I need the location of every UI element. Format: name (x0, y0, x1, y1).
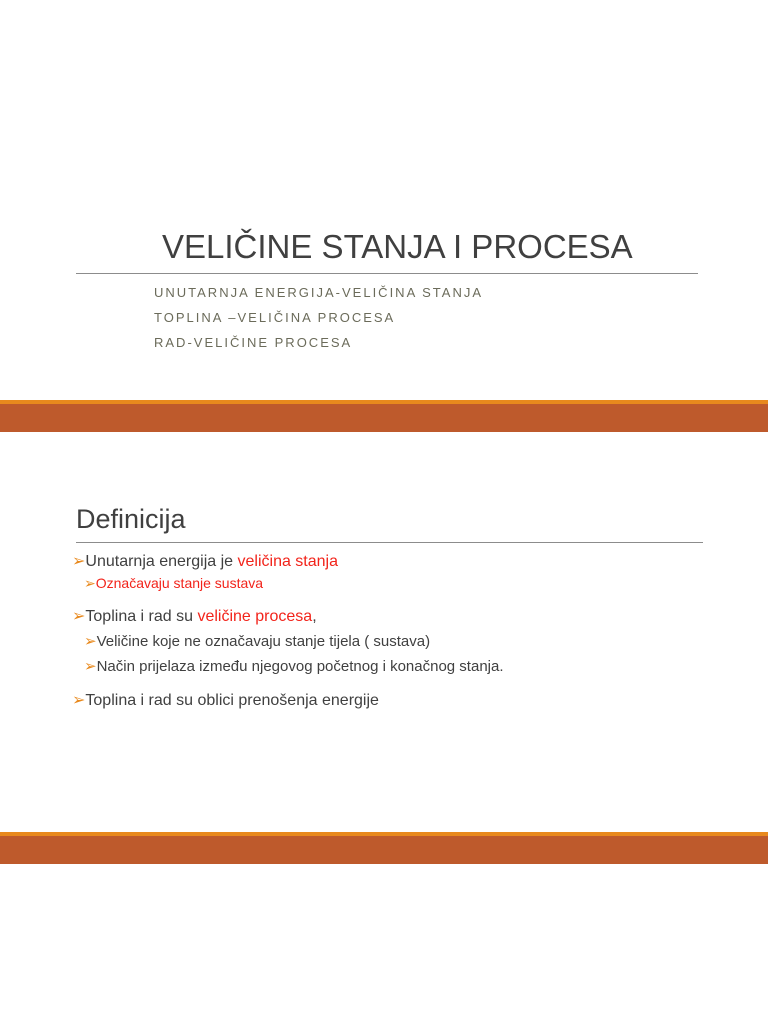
bullet-text: Unutarnja energija je (85, 553, 238, 570)
subtitle-line: TOPLINA –VELIČINA PROCESA (154, 310, 396, 325)
subtitle-line: RAD-VELIČINE PROCESA (154, 335, 353, 350)
bullet-item (72, 690, 379, 710)
title-slide (0, 0, 768, 400)
arrow-bullet-icon: ➢ (84, 632, 97, 650)
sub-bullet-item (84, 632, 430, 650)
heading-divider (76, 542, 703, 543)
slide-heading: Definicija (76, 504, 186, 534)
bullet-item (72, 551, 338, 571)
slide-separator-band (0, 400, 768, 432)
arrow-bullet-icon: ➢ (84, 576, 96, 592)
arrow-bullet-icon: ➢ (72, 606, 86, 625)
bullet-item (72, 606, 317, 626)
arrow-bullet-icon: ➢ (72, 551, 86, 570)
sub-bullet-item (84, 657, 504, 675)
bullet-text: Način prijelaza između njegovog početnog i konačnog stanja. (96, 658, 504, 675)
subtitle-list (154, 280, 483, 355)
bullet-highlight: veličine procesa (197, 608, 313, 625)
bullet-suffix: , (312, 608, 317, 625)
rust-band (0, 836, 768, 864)
title-divider (76, 273, 698, 274)
rust-band (0, 404, 768, 432)
bullet-text: Veličine koje ne označavaju stanje tijela ( sustava) (96, 633, 431, 650)
bullet-text: Toplina i rad su (85, 608, 198, 625)
sub-bullet-item (84, 575, 263, 592)
subtitle-line: UNUTARNJA ENERGIJA-VELIČINA STANJA (154, 285, 484, 300)
bullet-text: Toplina i rad su oblici prenošenja energije (85, 692, 379, 709)
slide-separator-band (0, 832, 768, 864)
slide-title: VELIČINE STANJA I PROCESA (162, 228, 633, 265)
arrow-bullet-icon: ➢ (84, 657, 97, 675)
arrow-bullet-icon: ➢ (72, 690, 86, 709)
bullet-highlight: Označavaju stanje sustava (95, 575, 264, 591)
bullet-highlight: veličina stanja (237, 553, 338, 570)
